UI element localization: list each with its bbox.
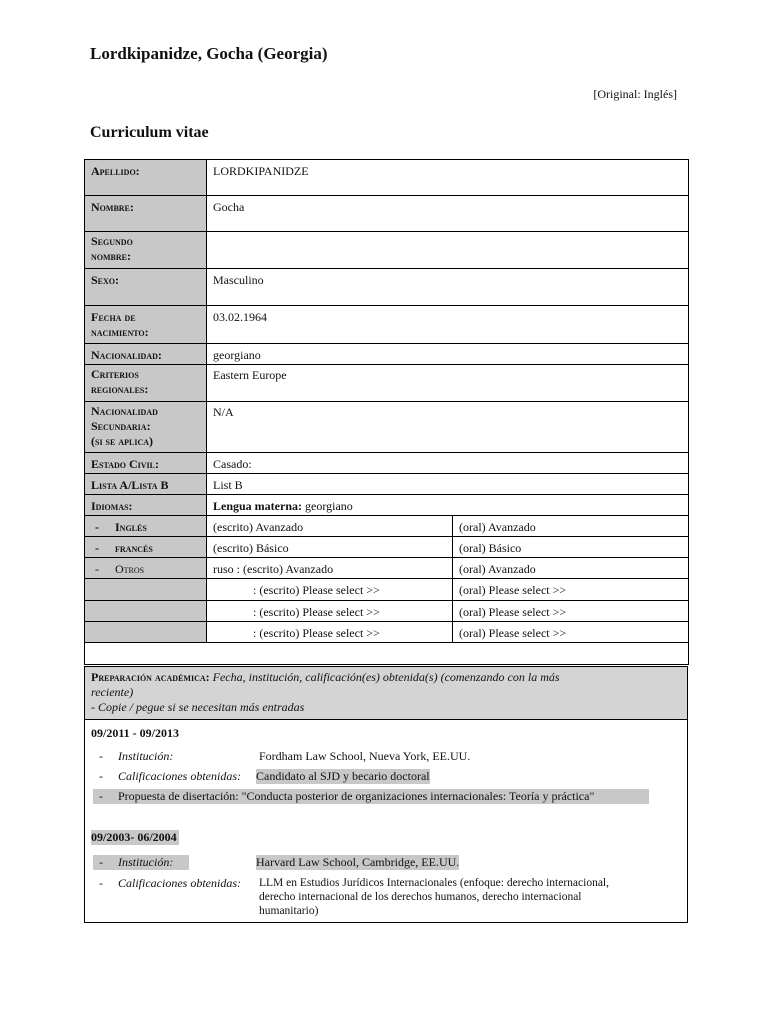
label-sexo: Sexo: (85, 269, 207, 306)
language-oral: (oral) Please select >> (453, 622, 689, 643)
language-oral: (oral) Avanzado (453, 516, 689, 537)
label-criterios-regionales: Criterios regionales: (85, 365, 207, 402)
value-fecha-nacimiento: 03.02.1964 (207, 306, 689, 344)
language-row-label (85, 579, 207, 601)
label-apellido: Apellido: (85, 160, 207, 196)
cv-heading: Curriculum vitae (90, 124, 209, 141)
academic-section-header (84, 666, 688, 720)
label-segundo-nombre: Segundo nombre: (85, 232, 207, 269)
label-lista: Lista A/Lista B (85, 474, 207, 495)
language-written: : (escrito) Please select >> (207, 579, 453, 601)
period-1: 09/2011 - 09/2013 (91, 726, 180, 740)
label-nombre: Nombre: (85, 196, 207, 232)
value-lista: List B (207, 474, 689, 495)
value-lengua-materna: Lengua materna: georgiano (207, 495, 689, 516)
original-language-note: [Original: Inglés] (593, 87, 677, 101)
label-estado-civil: Estado Civil: (85, 453, 207, 474)
language-written: ruso : (escrito) Avanzado (207, 558, 453, 579)
value-nombre: Gocha (207, 196, 689, 232)
language-written: : (escrito) Please select >> (207, 601, 453, 622)
language-row-label (85, 622, 207, 643)
spacer-row (85, 643, 689, 665)
language-written: (escrito) Básico (207, 537, 453, 558)
document-title: Lordkipanidze, Gocha (Georgia) (90, 44, 328, 63)
value-estado-civil: Casado: (207, 453, 689, 474)
language-row-label: - Inglés (85, 516, 207, 537)
language-oral: (oral) Please select >> (453, 601, 689, 622)
value-segundo-nombre (207, 232, 689, 269)
thesis-row-1: - Propuesta de disertación: "Conducta posterior de organizaciones internacionales: Teoría y práctica" (93, 789, 649, 804)
language-row-label (85, 601, 207, 622)
period-2: 09/2003- 06/2004 (91, 830, 177, 844)
value-nacionalidad-secundaria: N/A (207, 402, 689, 453)
academic-note: - Copie / pegue si se necesitan más entradas (91, 700, 305, 714)
value-sexo: Masculino (207, 269, 689, 306)
language-written: (escrito) Avanzado (207, 516, 453, 537)
language-oral: (oral) Básico (453, 537, 689, 558)
value-nacionalidad: georgiano (207, 344, 689, 365)
academic-heading-desc-cont: reciente) (91, 685, 134, 699)
value-criterios-regionales: Eastern Europe (207, 365, 689, 402)
language-written: : (escrito) Please select >> (207, 622, 453, 643)
value-apellido: LORDKIPANIDZE (207, 160, 689, 196)
academic-heading-desc: Fecha, institución, calificación(es) obtenida(s) (comenzando con la más (212, 670, 560, 684)
label-fecha-nacimiento: Fecha de nacimiento: (85, 306, 207, 344)
language-row-label: - francés (85, 537, 207, 558)
language-row-label: - Otros (85, 558, 207, 579)
label-idiomas: Idiomas: (85, 495, 207, 516)
label-nacionalidad-secundaria: Nacionalidad Secundaria: (si se aplica) (85, 402, 207, 453)
academic-section-body: 09/2011 - 09/2013 - Institución: Fordham Law School, Nueva York, EE.UU. - Calificaciones obtenidas: Candidato al SJD y becario doctoral - Propuesta de disertación: "Conducta posterior de organizaciones internacionales: Teoría y práctica" 09/2003- 06/2004 - Institución: Harvard Law School, Cambridge, EE.UU. - Calificaciones obtenidas: LLM en Estudios Jurídicos Internacionales (enfoque: derecho internacional, derecho internacional de los derechos humanos, derecho internacional humanitario) (84, 718, 688, 923)
label-nacionalidad: Nacionalidad: (85, 344, 207, 365)
personal-data-table (84, 159, 689, 665)
language-oral: (oral) Avanzado (453, 558, 689, 579)
language-oral: (oral) Please select >> (453, 579, 689, 601)
academic-heading: Preparación académica: (91, 670, 210, 684)
